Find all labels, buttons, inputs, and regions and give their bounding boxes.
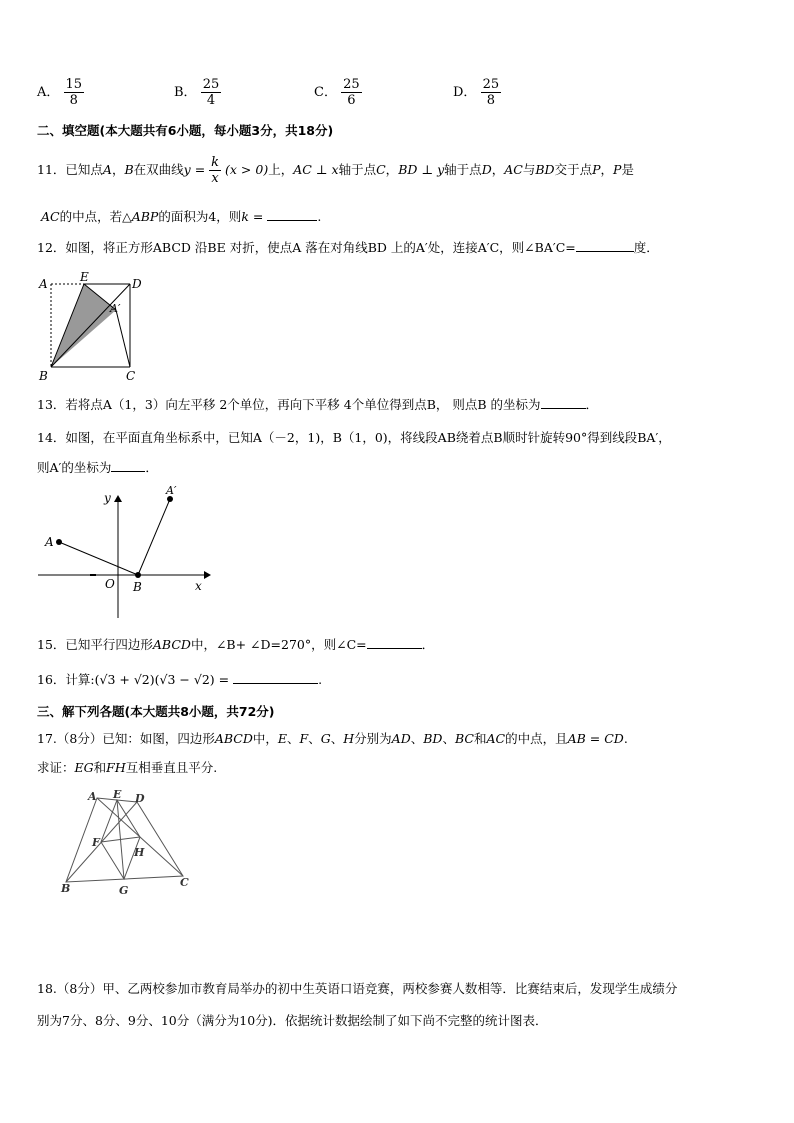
text: . — [318, 672, 323, 687]
answer-blank[interactable] — [111, 459, 145, 472]
text: ， — [600, 162, 614, 177]
choice-label: A． — [37, 85, 60, 100]
text: 度． — [633, 240, 659, 255]
point-label: E — [113, 788, 122, 801]
text: 15．已知平行四边形 — [37, 637, 153, 652]
var: D — [481, 162, 492, 177]
text: 11．已知点 — [37, 162, 103, 177]
denominator: 6 — [347, 93, 356, 108]
text: 16．计算: — [37, 672, 95, 687]
var: H — [343, 731, 355, 746]
var: ABCD — [152, 637, 191, 652]
question-12 — [37, 238, 659, 256]
text: 交于点 — [554, 162, 593, 177]
text: 、 — [308, 731, 321, 746]
point-label: D — [135, 792, 145, 805]
text: 的中点，若 — [59, 209, 123, 224]
text: ． — [585, 397, 599, 412]
segment-a1c — [116, 310, 130, 367]
denominator: 8 — [69, 93, 78, 108]
var: E — [277, 731, 288, 746]
denominator: x — [211, 171, 219, 186]
question-18-line2: 别为7分、8分、9分、10分（满分为10分)．依据统计数据绘制了如下尚不完整的统计图表． — [37, 1013, 548, 1028]
text: 和 — [473, 731, 487, 746]
question-18-line1: 18.（8分）甲、乙两校参加市教育局举办的初中生英语口语竞赛，两校参赛人数相等．比赛结束后，发现学生成绩分 — [37, 981, 678, 996]
numerator: k — [211, 155, 220, 170]
text: 在双曲线 — [133, 162, 184, 177]
text: . — [623, 731, 628, 746]
point-label: A — [45, 535, 54, 549]
choice-d — [453, 77, 501, 108]
point-label: B — [39, 369, 48, 383]
y-axis-arrow — [114, 495, 122, 502]
fraction — [341, 77, 362, 108]
question-15 — [37, 635, 434, 653]
question-text: 13．若将点A（1，3）向左平移 2个单位，再向下平移 4个单位得到点B， 则点B 的坐标为 — [37, 397, 541, 412]
var: EG — [74, 760, 94, 775]
text: 轴于点 — [444, 162, 482, 177]
formula: k = — [241, 209, 264, 224]
point-label: E — [80, 270, 89, 284]
point-label: A — [39, 277, 48, 291]
segment-ba1 — [138, 499, 170, 575]
point-label: A′ — [110, 302, 121, 315]
choice-a — [37, 77, 84, 108]
text: 的中点，且 — [505, 731, 568, 746]
square-fold-figure — [34, 270, 154, 386]
fraction — [201, 77, 222, 108]
text: ， — [111, 162, 125, 177]
text: 则A′的坐标为 — [37, 460, 112, 475]
numerator: 15 — [65, 77, 83, 92]
question-11-line1 — [37, 155, 634, 186]
text: ， — [385, 162, 399, 177]
coordinate-figure — [34, 480, 214, 620]
point-label: F — [92, 836, 100, 849]
axis-label: x — [195, 579, 202, 593]
var: B — [124, 162, 134, 177]
question-17-line2 — [37, 758, 217, 776]
question-11-line2 — [41, 207, 321, 225]
var: BC — [454, 731, 474, 746]
var: ABCD — [214, 731, 253, 746]
answer-blank[interactable] — [541, 396, 586, 409]
point-label: B — [133, 580, 142, 594]
formula: (x > 0) — [225, 162, 269, 177]
point-label: H — [134, 846, 145, 859]
text: . — [213, 760, 218, 775]
point-a — [56, 539, 62, 545]
text: 、 — [410, 731, 424, 746]
answer-blank[interactable] — [233, 671, 318, 684]
formula: BD ⊥ y — [398, 162, 445, 177]
question-text: 12．如图，将正方形ABCD 沿BE 对折，使点A 落在对角线BD 上的A′处，连接A′C，则∠BA′C= — [37, 240, 576, 255]
axis-label: y — [104, 491, 111, 505]
point-b — [135, 572, 141, 578]
text: 的面积为4，则 — [158, 209, 242, 224]
formula: y = — [183, 162, 206, 177]
answer-blank[interactable] — [576, 239, 634, 252]
question-14-line2 — [37, 458, 158, 476]
var: G — [320, 731, 331, 746]
point-label: A′ — [166, 484, 177, 497]
var: AC — [486, 731, 506, 746]
var: BD — [535, 162, 555, 177]
quadrilateral-abcd — [66, 798, 183, 882]
text: ， — [491, 162, 505, 177]
var: P — [613, 162, 622, 177]
fraction — [481, 77, 502, 108]
text: 轴于点 — [338, 162, 377, 177]
formula: AC ⊥ x — [293, 162, 339, 177]
text: 求证： — [37, 760, 75, 775]
text: 、 — [330, 731, 344, 746]
var: P — [592, 162, 601, 177]
text: 、 — [442, 731, 455, 746]
shaded-triangle — [51, 284, 116, 367]
point-label: A — [88, 790, 97, 803]
text: 17.（8分）已知：如图，四边形 — [37, 731, 215, 746]
text: ． — [145, 460, 158, 475]
text: 是 — [621, 162, 634, 177]
point-label: O — [105, 577, 115, 591]
section-heading: 三、解下列各题(本大题共8小题，共72分) — [37, 704, 275, 719]
var: AC — [504, 162, 523, 177]
choice-label: B． — [174, 85, 197, 100]
var: F — [299, 731, 309, 746]
x-axis-arrow — [204, 571, 211, 579]
denominator: 8 — [486, 93, 495, 108]
section-heading: 二、填空题(本大题共有6小题，每小题3分，共18分) — [37, 123, 334, 138]
fraction — [64, 77, 85, 108]
var: C — [376, 162, 386, 177]
text: 、 — [287, 731, 300, 746]
point-label: D — [132, 277, 142, 291]
text: 分别为 — [354, 731, 392, 746]
question-16 — [37, 670, 322, 688]
text: . — [317, 209, 322, 224]
denominator: 4 — [206, 93, 216, 108]
answer-blank[interactable] — [367, 636, 422, 649]
choice-label: C． — [314, 85, 337, 100]
text: ． — [421, 637, 435, 652]
formula: (√3 + √2)(√3 − √2) = — [94, 672, 230, 687]
var: BD — [423, 731, 443, 746]
numerator: 25 — [343, 77, 360, 92]
var: A — [102, 162, 112, 177]
formula: AB = CD — [567, 731, 624, 746]
var: AC — [41, 209, 60, 224]
point-label: G — [119, 884, 129, 897]
var: AD — [391, 731, 411, 746]
numerator: 25 — [202, 77, 220, 92]
text: 和 — [93, 760, 107, 775]
answer-blank[interactable] — [267, 208, 317, 221]
formula: △ABP — [122, 209, 159, 224]
fraction — [209, 155, 221, 186]
point-label: C — [126, 369, 136, 383]
numerator: 25 — [482, 77, 500, 92]
var: FH — [106, 760, 126, 775]
question-13 — [37, 395, 598, 413]
choice-b — [174, 77, 221, 108]
text: 与 — [522, 162, 536, 177]
quadrilateral-figure — [58, 788, 198, 898]
text: 互相垂直且平分 — [125, 760, 214, 775]
text: 中， — [252, 731, 278, 746]
segment-ab — [59, 542, 138, 575]
choice-label: D． — [453, 85, 477, 100]
question-14-line1: 14．如图，在平面直角坐标系中，已知A（－2，1)，B（1，0)，将线段AB绕着点B顺时针旋转90°得到线段BA′， — [37, 430, 671, 445]
choice-c — [314, 77, 362, 108]
question-17-line1 — [37, 729, 628, 747]
point-label: B — [61, 882, 71, 895]
point-label: C — [180, 876, 189, 889]
text: 上， — [268, 162, 294, 177]
text: 中，∠B+ ∠D=270°，则∠C= — [190, 637, 367, 652]
